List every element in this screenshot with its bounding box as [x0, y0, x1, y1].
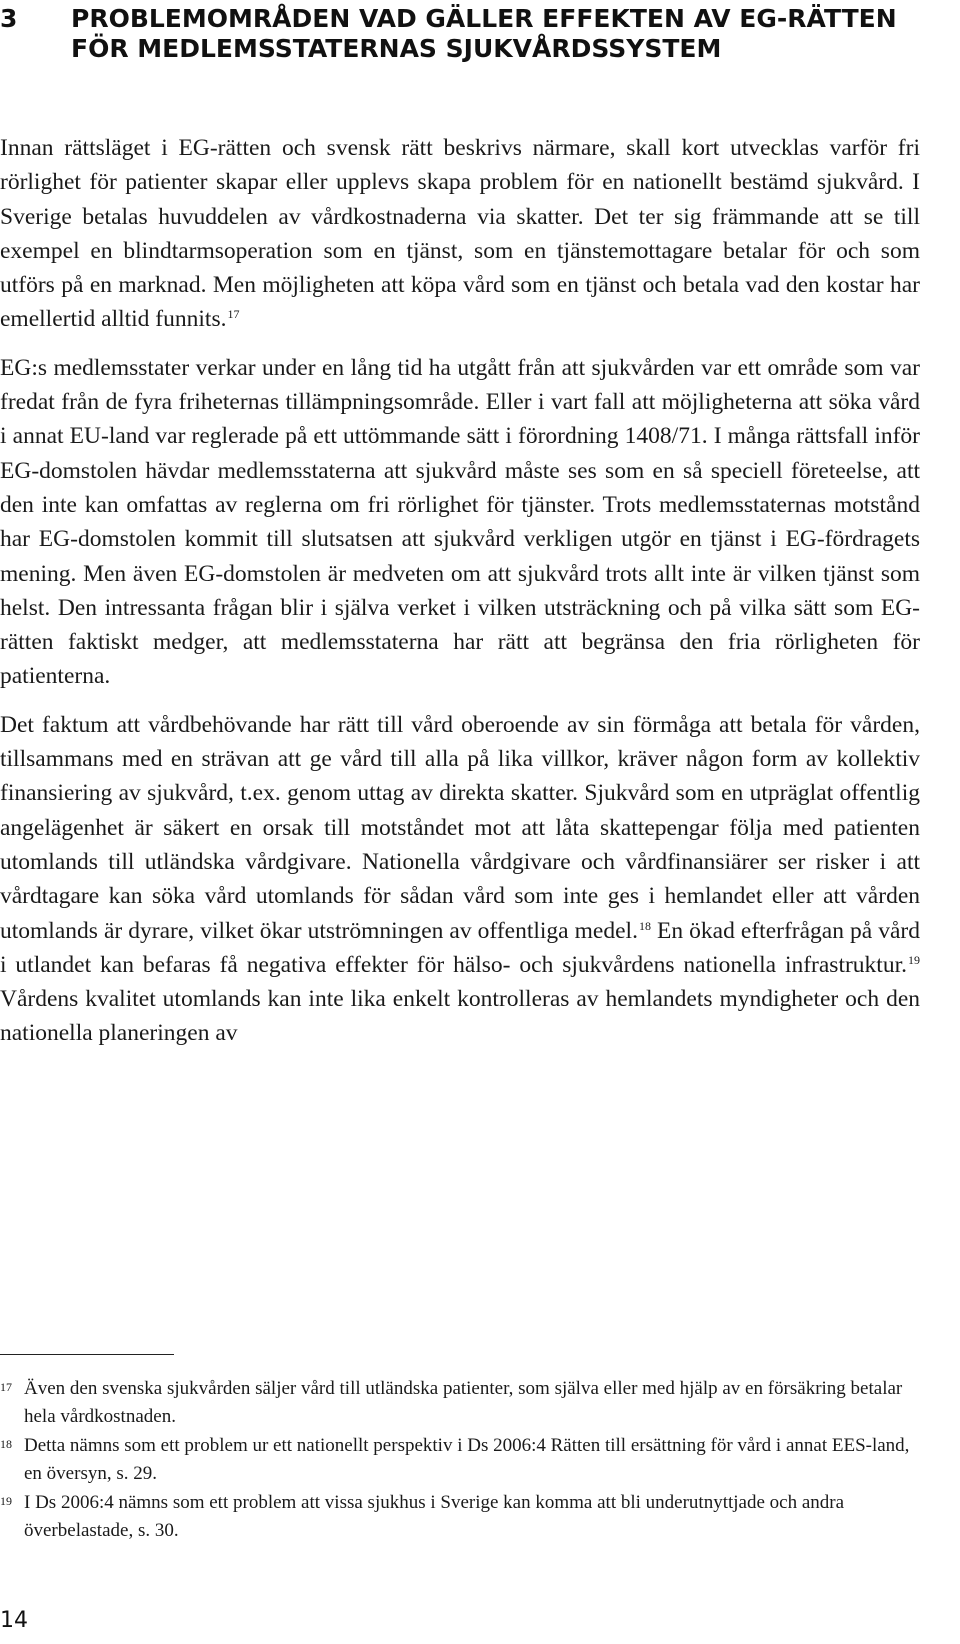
paragraph-1	[0, 131, 920, 337]
footnote-17	[0, 1375, 920, 1431]
footnote-text: Även den svenska sjukvården säljer vård till utländska patienter, som själva eller med hjälp av en försäkring betalar hela vårdkostnaden.	[24, 1378, 903, 1427]
paragraph-3-text-b: En ökad efterfrågan på vård i utlandet kan befaras få negativa effekter för hälso- och sjukvårdens nationella infrastruktur.	[0, 917, 921, 978]
paragraph-3-text-c: Vårdens kvalitet utomlands kan inte lika enkelt kontrolleras av hemlandets myndigheter och den nationella planeringen av	[0, 986, 920, 1047]
footnote-text: Detta nämns som ett problem ur ett nationellt perspektiv i Ds 2006:4 Rätten till ersättning för vård i annat EES-land, en översyn, s. 29.	[24, 1435, 910, 1484]
footnote-ref-18[interactable]: 18	[638, 918, 651, 933]
paragraph-3	[0, 708, 920, 1051]
footnotes	[0, 1375, 920, 1546]
page-number: 14	[0, 1608, 28, 1633]
chapter-heading	[0, 4, 900, 64]
footnote-divider	[0, 1354, 174, 1355]
footnote-text: I Ds 2006:4 nämns som ett problem att vissa sjukhus i Sverige kan komma att bli underutnyttjade och andra överbelastade, s. 30.	[24, 1492, 845, 1541]
footnote-18	[0, 1432, 920, 1488]
footnote-number: 19	[0, 1494, 12, 1508]
footnote-number: 18	[0, 1437, 12, 1451]
paragraph-2	[0, 351, 920, 694]
chapter-number: 3	[0, 4, 18, 33]
paragraph-3-text-a: Det faktum att vårdbehövande har rätt till vård oberoende av sin förmåga att betala för vården, tillsammans med en strävan att ge vård till alla på lika villkor, kräver någon form av kollektiv finansiering av sjukvård, t.ex. genom uttag av direkta skatter. Sjukvård som en utpräglat offentlig angelägenhet är säkert en orsak till motståndet mot att låta skattepengar följa med patienten utomlands till utländska vårdgivare. Nationella vårdgivare och vårdfinansiärer ser risker i att vårdtagare kan söka vård utomlands för sådan vård som inte ges i hemlandet eller att vården utomlands är dyrare, vilket ökar utströmningen av offentliga medel.	[0, 711, 920, 944]
footnote-ref-17[interactable]: 17	[227, 307, 240, 322]
body-text	[0, 131, 920, 1051]
chapter-title: PROBLEMOMRÅDEN VAD GÄLLER EFFEKTEN AV EG-RÄTTEN FÖR MEDLEMSSTATERNAS SJUKVÅRDSSYSTEM	[71, 4, 897, 63]
footnote-number: 17	[0, 1380, 12, 1394]
paragraph-1-text: Innan rättsläget i EG-rätten och svensk rätt beskrivs närmare, skall kort utvecklas varför fri rörlighet för patienter skapar eller upplevs skapa problem för en nationellt bestämd sjukvård. I Sverige betalas huvuddelen av vårdkostnaderna via skatter. Det ter sig främmande att se till exempel en blindtarmsoperation som en tjänst, som en tjänstemottagare betalar för och som utförs på en marknad. Men möjligheten att köpa vård som en tjänst och betala vad den kostar har emellertid alltid funnits.	[0, 135, 920, 333]
paragraph-2-text: EG:s medlemsstater verkar under en lång tid ha utgått från att sjukvården var ett område som var fredat från de fyra friheternas tillämpningsområde. Eller i vart fall att möjligheterna att söka vård i annat EU-land var reglerade på ett uttömmande sätt i förordning 1408/71. I många rättsfall inför EG-domstolen hävdar medlemsstaterna att sjukvård måste ses som en så speciell företeelse, att den inte kan omfattas av reglerna om fri rörlighet för tjänster. Trots medlemsstaternas motstånd har EG-domstolen kommit till slutsatsen att sjukvård verkligen utgör en tjänst i EG-fördragets mening. Men även EG-domstolen är medveten om att sjukvård trots allt inte är vilken tjänst som helst. Den intressanta frågan blir i själva verket i vilken utsträckning och på vilka sätt som EG-rätten faktiskt medger, att medlemsstaterna har rätt att begränsa den fria rörligheten för patienterna.	[0, 354, 920, 690]
footnote-ref-19[interactable]: 19	[908, 952, 920, 967]
footnote-19	[0, 1489, 920, 1545]
